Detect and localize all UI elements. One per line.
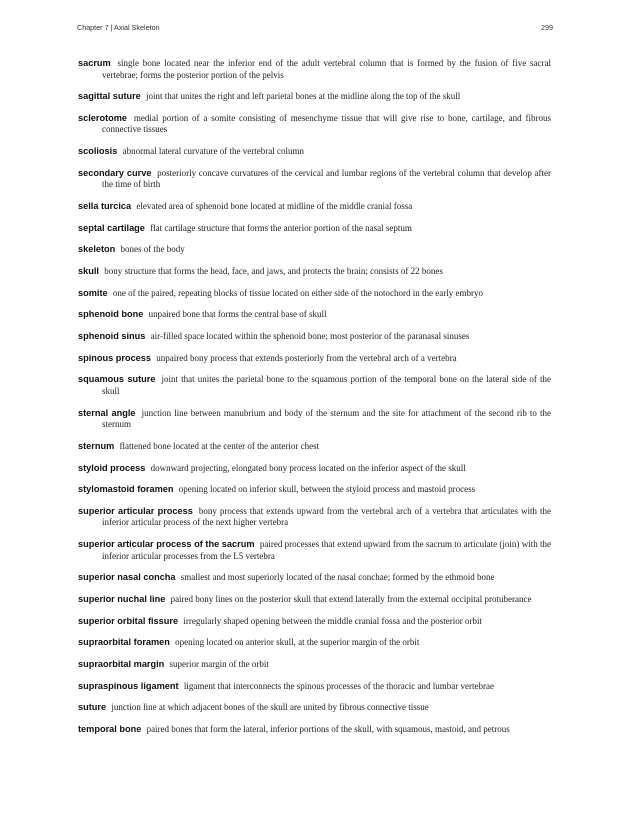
glossary-term: sphenoid sinus xyxy=(78,331,146,342)
page-number: 299 xyxy=(541,23,553,32)
glossary-entry xyxy=(78,572,551,584)
glossary-term: squamous suture xyxy=(78,374,156,385)
glossary-term: superior articular process of the sacrum xyxy=(78,539,255,550)
glossary-term: sella turcica xyxy=(78,200,132,211)
glossary-definition: bones of the body xyxy=(120,244,185,255)
glossary-definition: single bone located near the inferior end of the adult vertebral column that is formed by the fusion of five sacral vertebrae; forms the posterior portion of the pelvis xyxy=(102,58,552,80)
glossary-definition: smallest and most superiorly located of the nasal conchae; formed by the ethmoid bone xyxy=(180,572,495,583)
glossary-definition: one of the paired, repeating blocks of tissue located on either side of the notochord in the early embryo xyxy=(112,287,484,298)
glossary-definition: opening located on inferior skull, between the styloid process and mastoid process xyxy=(178,484,476,495)
glossary-definition: downward projecting, elongated bony process located on the inferior aspect of the skull xyxy=(150,462,466,473)
glossary-definition: paired bones that form the lateral, inferior portions of the skull, with squamous, mastoid, and petrous xyxy=(146,724,510,735)
glossary-definition: junction line between manubrium and body of the sternum and the site for attachment of the second rib to the sternum xyxy=(102,407,552,430)
glossary-term: septal cartilage xyxy=(78,222,145,233)
glossary-definition: bony process that extends upward from the vertebral arch of a vertebra that articulates with the inferior articular process of the next higher vertebra xyxy=(102,505,552,528)
glossary-term: supraorbital margin xyxy=(78,659,165,669)
glossary-entry xyxy=(78,506,551,529)
glossary-term: superior nasal concha xyxy=(78,572,176,583)
glossary-term: sagittal suture xyxy=(78,91,141,102)
glossary-term: sphenoid bone xyxy=(78,309,144,320)
glossary-definition: air-filled space located within the sphenoid bone; most posterior of the paranasal sinuses xyxy=(150,331,470,342)
glossary-term: sclerotome xyxy=(78,112,128,123)
chapter-title: Chapter 7 | Axial Skeleton xyxy=(77,23,160,32)
glossary-definition: abnormal lateral curvature of the vertebral column xyxy=(122,146,304,157)
glossary-term: skull xyxy=(78,266,99,276)
glossary-term: sternal angle xyxy=(78,407,136,418)
glossary-term: stylomastoid foramen xyxy=(78,484,174,495)
glossary-entry xyxy=(78,374,551,397)
glossary-entry xyxy=(78,616,551,628)
glossary-definition: paired processes that extend upward from the sacrum to articulate (join) with the inferior articular processes from the L5 vertebra xyxy=(102,539,552,561)
glossary-definition: paired bony lines on the posterior skull that extend laterally from the external occipital protuberance xyxy=(170,593,532,604)
glossary-term: sternum xyxy=(78,440,115,451)
running-header xyxy=(77,23,553,35)
glossary-definition: flattened bone located at the center of the anterior chest xyxy=(119,440,320,451)
glossary-definition: ligament that interconnects the spinous processes of the thoracic and lumbar vertebrae xyxy=(183,680,494,691)
glossary-definition: irregularly shaped opening between the middle cranial fossa and the posterior orbit xyxy=(183,615,482,626)
glossary-definition: unpaired bone that forms the central base of skull xyxy=(148,309,327,320)
glossary-entry xyxy=(78,594,551,606)
glossary-entry xyxy=(78,484,551,496)
glossary-definition: opening located on anterior skull, at the superior margin of the orbit xyxy=(175,637,420,648)
glossary-entry xyxy=(78,659,551,671)
glossary-term: superior orbital fissure xyxy=(78,615,179,626)
glossary-term: spinous process xyxy=(78,352,152,363)
glossary-term: scoliosis xyxy=(78,146,118,157)
glossary-entry xyxy=(78,266,551,278)
glossary-term: temporal bone xyxy=(78,724,142,735)
glossary-entry xyxy=(78,223,551,235)
glossary-entry xyxy=(78,724,551,736)
glossary-entry xyxy=(78,244,551,256)
glossary-definition: junction line at which adjacent bones of the skull are united by fibrous connective tissue xyxy=(111,702,429,713)
glossary-entry xyxy=(78,146,551,158)
glossary-term: suture xyxy=(78,702,107,713)
glossary-definition: joint that unites the right and left parietal bones at the midline along the top of the skull xyxy=(146,91,461,102)
glossary-definition: medial portion of a somite consisting of mesenchyme tissue that will give rise to bone, cartilage, and fibrous connective tissues xyxy=(102,112,551,135)
glossary-term: sacrum xyxy=(78,58,111,68)
glossary-entry xyxy=(78,288,551,300)
glossary-term: superior articular process xyxy=(78,505,193,516)
glossary-entry xyxy=(78,309,551,321)
glossary-term: somite xyxy=(78,287,108,298)
glossary-term: skeleton xyxy=(78,244,116,255)
glossary-entry xyxy=(78,91,551,103)
glossary-term: secondary curve xyxy=(78,167,152,178)
glossary-definition: posteriorly concave curvatures of the cervical and lumbar regions of the vertebral column that develop after the time of birth xyxy=(102,167,552,190)
glossary-definition: elevated area of sphenoid bone located at midline of the middle cranial fossa xyxy=(136,200,413,211)
glossary-term: supraspinous ligament xyxy=(78,680,179,691)
glossary-entry xyxy=(78,702,551,714)
glossary-entry xyxy=(78,331,551,343)
glossary-entry xyxy=(78,353,551,365)
glossary-entry xyxy=(78,408,551,431)
glossary-entry xyxy=(78,463,551,475)
glossary-entry xyxy=(78,201,551,213)
glossary-list xyxy=(78,58,551,746)
glossary-term: styloid process xyxy=(78,462,146,473)
glossary-definition: joint that unites the parietal bone to the squamous portion of the temporal bone on the lateral side of the skull xyxy=(102,374,551,396)
glossary-entry xyxy=(78,441,551,453)
glossary-term: superior nuchal line xyxy=(78,593,166,604)
glossary-entry xyxy=(78,637,551,649)
glossary-entry xyxy=(78,168,551,191)
glossary-entry xyxy=(78,58,551,81)
glossary-entry xyxy=(78,681,551,693)
glossary-entry xyxy=(78,113,551,136)
glossary-entry xyxy=(78,539,551,562)
glossary-definition: bony structure that forms the head, face, and jaws, and protects the brain; consists of 22 bones xyxy=(104,266,443,276)
glossary-definition: flat cartilage structure that forms the anterior portion of the nasal septum xyxy=(150,222,412,233)
glossary-term: supraorbital foramen xyxy=(78,637,170,648)
glossary-definition: unpaired bony process that extends posteriorly from the vertebral arch of a vertebra xyxy=(156,352,457,363)
glossary-definition: superior margin of the orbit xyxy=(169,659,269,669)
